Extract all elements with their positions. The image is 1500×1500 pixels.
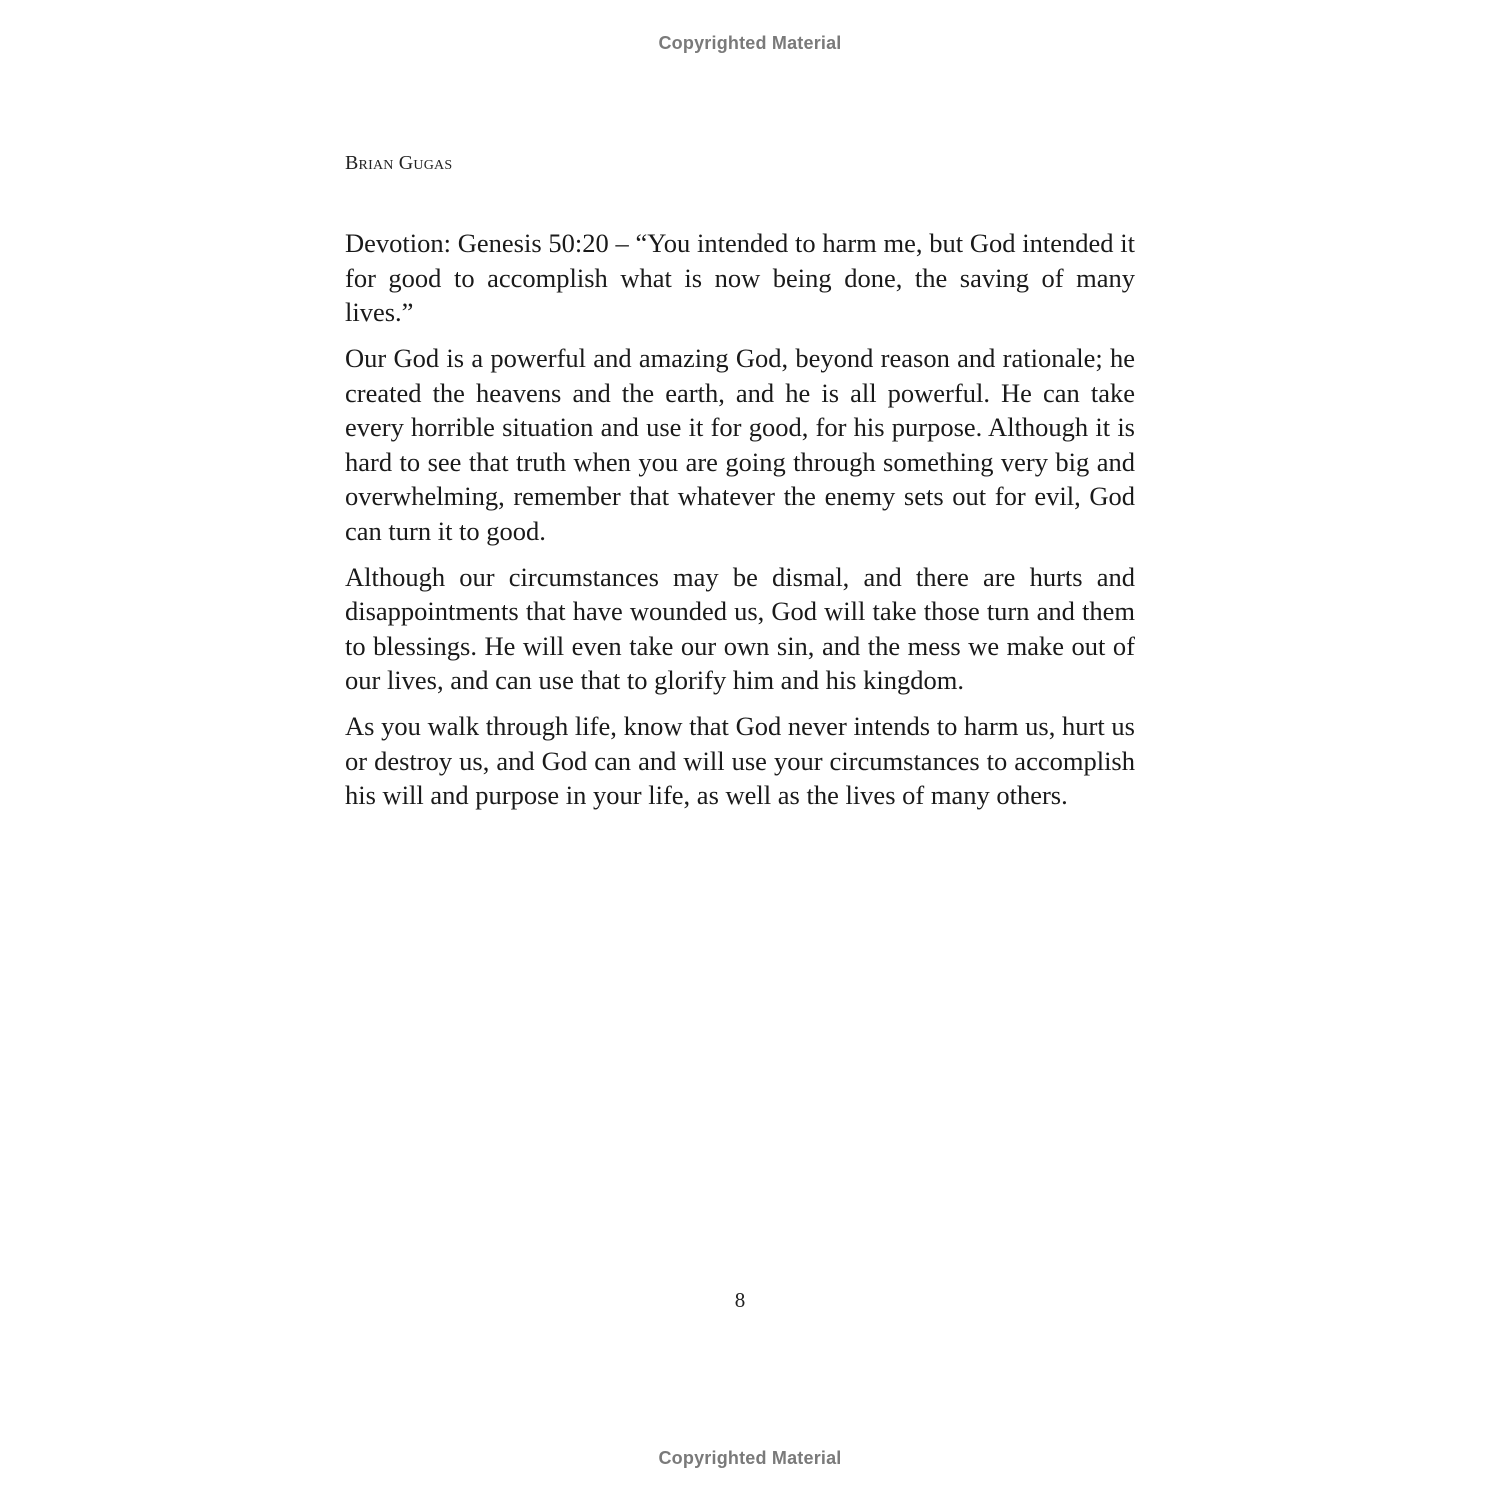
paragraph-2: Although our circumstances may be dismal, and there are hurts and disappointments that have wounded us, God will take those turn and them to blessings. He will even take our own sin, and the mess we make out of our lives, and can use that to glorify him and his kingdom.: [345, 561, 1135, 695]
page-number: 8: [734, 1288, 746, 1312]
paragraph-3: As you walk through life, know that God never intends to harm us, hurt us or destroy us, and God can and will use your circumstances to accomplish his will and purpose in your life, as well as the lives of many others.: [345, 711, 1135, 810]
running-head-author: Brian Gugas: [345, 152, 453, 174]
paragraph-devotion-verse: Devotion: Genesis 50:20 – “You intended to harm me, but God intended it for good to accomplish what is now being done, the saving of many lives.”: [345, 228, 1135, 327]
copyright-watermark-bottom: Copyrighted Material: [658, 1448, 842, 1468]
paragraph-1: Our God is a powerful and amazing God, beyond reason and rationale; he created the heavens and the earth, and he is all powerful. He can take every horrible situation and use it for good, for his purpose. Although it is hard to see that truth when you are going through something very big and overwhelming, remember that whatever the enemy sets out for evil, God can turn it to good.: [345, 343, 1135, 546]
copyright-watermark-top: Copyrighted Material: [658, 33, 842, 53]
page-body: [345, 226, 1135, 824]
